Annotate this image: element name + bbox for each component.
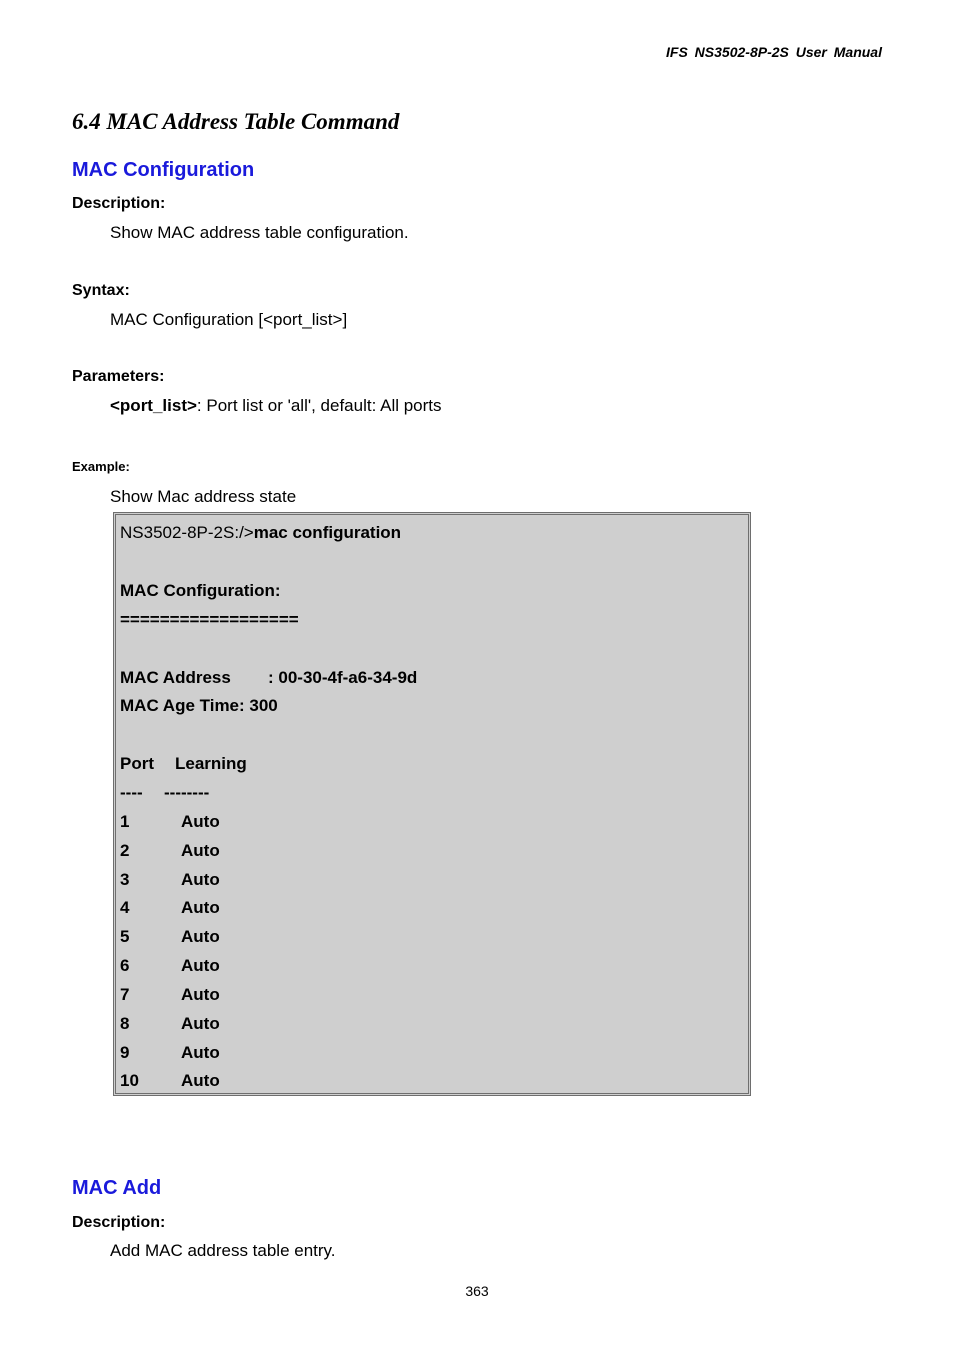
separator-learning: -------- (164, 783, 210, 802)
row-port: 1 (120, 812, 130, 831)
table-row (120, 927, 220, 947)
console-command-line (120, 523, 401, 543)
table-row (120, 898, 220, 918)
row-learning: Auto (181, 898, 220, 917)
parameter-description: : Port list or 'all', default: All ports (196, 396, 442, 415)
running-header: IFS NS3502-8P-2S User Manual (666, 44, 882, 60)
row-learning: Auto (181, 985, 220, 1004)
row-port: 6 (120, 956, 130, 975)
row-learning: Auto (181, 1014, 220, 1033)
mac-add-description-label: Description: (72, 1214, 166, 1231)
row-learning: Auto (181, 870, 220, 889)
console-output-box (113, 512, 751, 1096)
console-prompt: NS3502-8P-2S:/> (120, 523, 254, 542)
console-column-headers (120, 754, 247, 774)
parameters-label: Parameters: (72, 368, 165, 385)
row-port: 10 (120, 1071, 139, 1090)
table-row (120, 1071, 220, 1091)
row-port: 5 (120, 927, 130, 946)
console-mac-address-line (120, 668, 418, 688)
row-learning: Auto (181, 812, 220, 831)
console-age-time: MAC Age Time: 300 (120, 696, 278, 715)
parameter-name: <port_list> (110, 396, 197, 415)
row-port: 8 (120, 1014, 130, 1033)
table-row (120, 985, 220, 1005)
separator-port: ---- (120, 783, 143, 802)
example-intro: Show Mac address state (110, 487, 297, 506)
table-row (120, 1014, 220, 1034)
table-row (120, 956, 220, 976)
parameter-line (110, 396, 442, 416)
row-learning: Auto (181, 1043, 220, 1062)
description-text: Show MAC address table configuration. (110, 223, 409, 242)
mac-address-label: MAC Address (120, 668, 231, 687)
row-port: 3 (120, 870, 130, 889)
section-title: 6.4 MAC Address Table Command (72, 109, 400, 134)
column-learning: Learning (175, 754, 247, 773)
row-port: 4 (120, 898, 130, 917)
console-column-separator (120, 783, 210, 803)
column-port: Port (120, 754, 154, 773)
row-port: 7 (120, 985, 130, 1004)
mac-address-value: : 00-30-4f-a6-34-9d (268, 668, 418, 687)
mac-configuration-title: MAC Configuration (72, 159, 255, 181)
syntax-text: MAC Configuration [<port_list>] (110, 310, 348, 329)
row-port: 9 (120, 1043, 130, 1062)
row-learning: Auto (181, 927, 220, 946)
row-port: 2 (120, 841, 130, 860)
mac-add-description-text: Add MAC address table entry. (110, 1241, 336, 1260)
mac-add-title: MAC Add (72, 1177, 162, 1199)
console-underline: ================== (120, 610, 299, 629)
table-row (120, 1043, 220, 1063)
table-row (120, 870, 220, 890)
syntax-label: Syntax: (72, 282, 130, 299)
description-label: Description: (72, 195, 166, 212)
row-learning: Auto (181, 841, 220, 860)
table-row (120, 841, 220, 861)
row-learning: Auto (181, 956, 220, 975)
page-number: 363 (465, 1283, 489, 1299)
table-row (120, 812, 220, 832)
console-heading: MAC Configuration: (120, 581, 281, 600)
example-label: Example: (72, 459, 130, 474)
row-learning: Auto (181, 1071, 220, 1090)
console-command: mac configuration (253, 523, 402, 542)
